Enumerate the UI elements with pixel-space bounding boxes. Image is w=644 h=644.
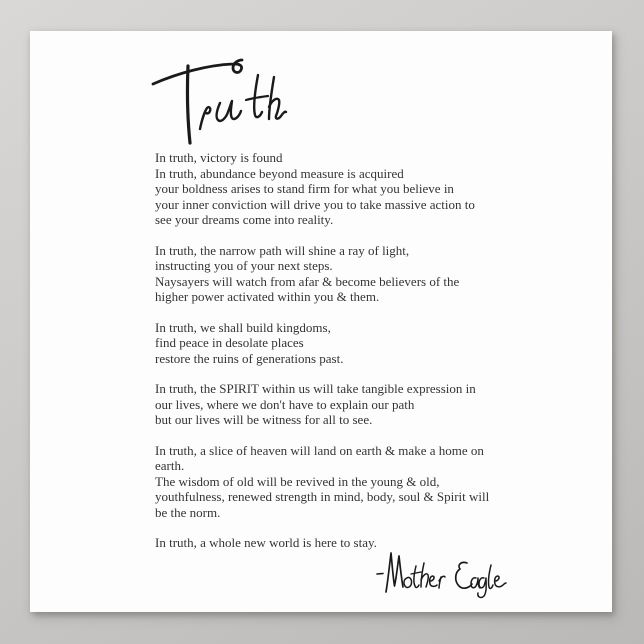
poem-line: be the norm.: [155, 504, 221, 520]
poem-line: youthfulness, renewed strength in mind, body, soul & Spirit will: [155, 489, 490, 504]
poem-line: restore the ruins of generations past.: [155, 350, 344, 366]
poem-line: instructing you of your next steps.: [155, 258, 333, 273]
poem-line: In truth, the SPIRIT within us will take tangible expression in: [155, 381, 476, 396]
poem-line: earth.: [155, 458, 185, 473]
poem-line: In truth, victory is found: [155, 150, 283, 165]
poem-line: higher power activated within you & them.: [155, 289, 380, 304]
poem-line: but our lives will be witness for all to see.: [155, 412, 373, 427]
poem-line: your inner conviction will drive you to take massive action to: [155, 196, 475, 212]
title-script-drawing: [150, 55, 295, 150]
poem-line: In truth, abundance beyond measure is acquired: [155, 165, 404, 181]
poem-line: Naysayers will watch from afar & become believers of the: [155, 273, 460, 289]
signature-script-drawing: [370, 545, 510, 601]
stanza: [155, 320, 500, 367]
poem-line: our lives, where we don't have to explain our path: [155, 396, 415, 412]
stanza: [155, 443, 500, 521]
poster-signature: [370, 545, 510, 601]
poem-line: In truth, a whole new world is here to stay.: [155, 535, 377, 550]
stanza: [155, 243, 500, 305]
poem-line: In truth, the narrow path will shine a ray of light,: [155, 242, 410, 258]
poem-line: In truth, a slice of heaven will land on earth & make a home on: [155, 442, 484, 458]
stanza: [155, 150, 500, 228]
poem-line: find peace in desolate places: [155, 335, 304, 350]
poem-line: The wisdom of old will be revived in the young & old,: [155, 473, 440, 489]
poster-paper: [30, 31, 612, 612]
poem-line: In truth, we shall build kingdoms,: [155, 319, 331, 335]
stanza: [155, 381, 500, 428]
poem-line: see your dreams come into reality.: [155, 212, 334, 227]
poem-line: your boldness arises to stand firm for what you believe in: [155, 181, 454, 196]
poster-title: [150, 55, 295, 150]
poem: [155, 150, 500, 551]
